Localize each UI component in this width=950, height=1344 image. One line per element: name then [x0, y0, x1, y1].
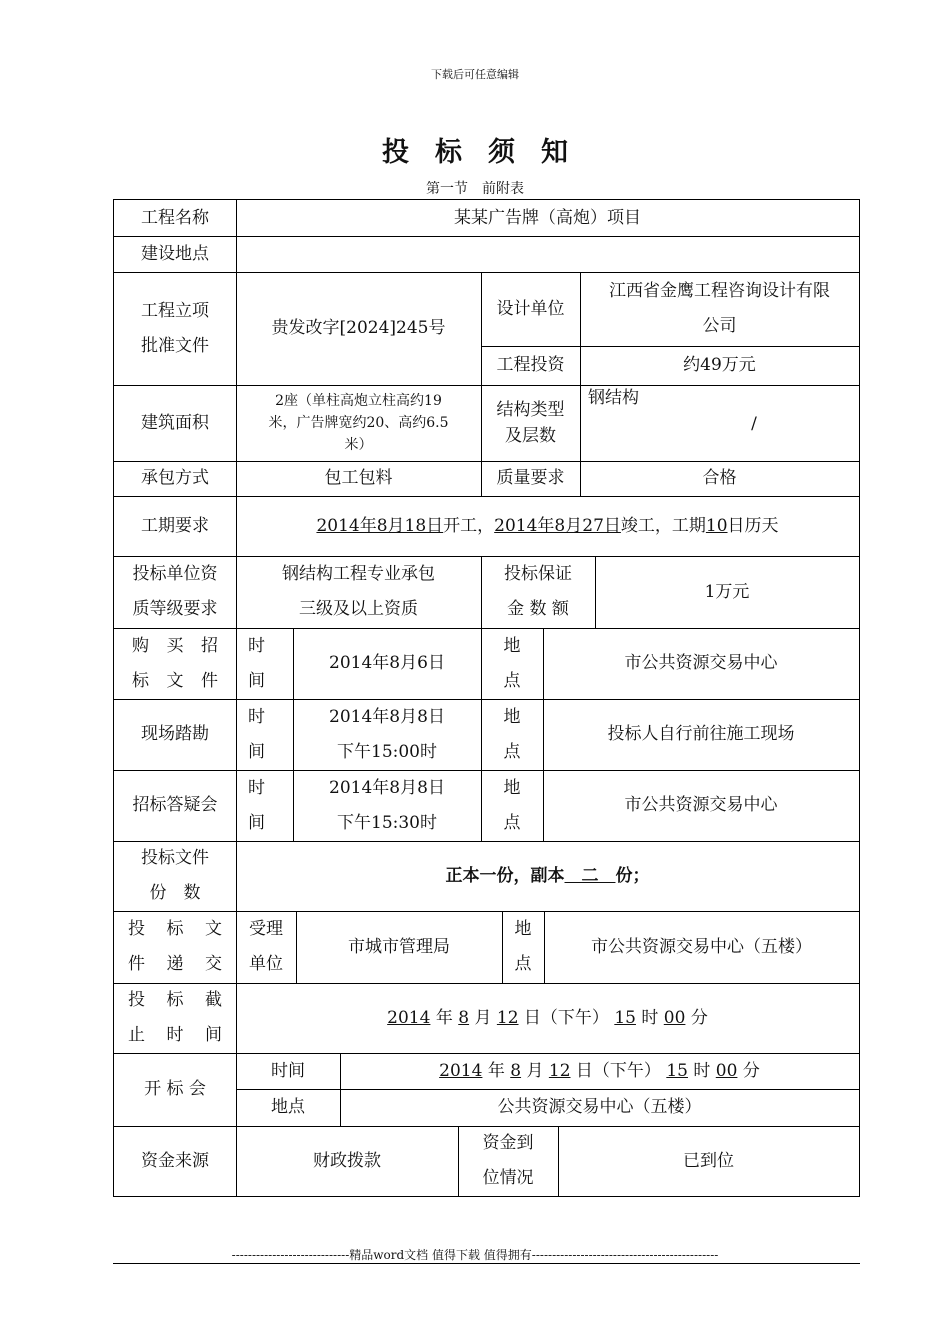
- approval-value: 贵发改字[2024]245号: [271, 318, 446, 338]
- opening-place-value: 公共资源交易中心（五楼）: [497, 1097, 702, 1117]
- approval-label: 工程立项 批准文件: [141, 300, 209, 356]
- front-attachment-table: [113, 199, 860, 1197]
- footer-note: -----------------------------精品word文档 值得下载 值得拥有----------------------------------------------: [231, 1248, 719, 1262]
- bond-value: 1万元: [704, 581, 750, 602]
- submission-label: 投 标 文 件 递 交: [128, 919, 222, 974]
- period-label: 工期要求: [141, 515, 209, 536]
- buy-time-value: 2014年8月6日: [329, 653, 445, 673]
- buy-time-label: 时 间: [248, 635, 265, 691]
- area-value: 2座（单柱高炮立柱高约19 米，广告牌宽约20、高约6.5 米）: [268, 393, 449, 453]
- design-unit-label: 设计单位: [496, 298, 565, 319]
- location-label: 建设地点: [141, 243, 209, 264]
- location-value: [236, 236, 859, 272]
- buy-docs-label: 购 买 招 标 文 件: [132, 635, 218, 691]
- investment-value: 约49万元: [683, 355, 756, 375]
- structure-floors: /: [751, 413, 757, 434]
- contract-value: 包工包料: [324, 468, 393, 488]
- deadline-value: 2014 年 8 月 12 日（下午） 15 时 00 分: [387, 1007, 708, 1028]
- investment-label: 工程投资: [496, 355, 565, 375]
- area-label: 建筑面积: [141, 412, 209, 433]
- opening-time-label: 时间: [271, 1060, 305, 1081]
- copies-label: 投标文件 份 数: [141, 848, 209, 903]
- structure-label: 结构类型 及层数: [496, 400, 565, 446]
- copies-number: 二: [564, 865, 616, 886]
- fund-source-label: 资金来源: [141, 1150, 209, 1171]
- submit-place-label: 地 点: [514, 919, 532, 974]
- opening-label: 开 标 会: [144, 1079, 206, 1099]
- structure-value: 钢结构: [588, 387, 639, 408]
- qa-time-label: 时 间: [248, 777, 265, 833]
- buy-place-value: 市公共资源交易中心: [624, 653, 778, 673]
- project-name-value: 某某广告牌（高炮）项目: [454, 207, 641, 228]
- footer-divider: [113, 1263, 860, 1264]
- fund-source-value: 财政拨款: [313, 1150, 381, 1171]
- design-unit-value: 江西省金鹰工程咨询设计有限 公司: [609, 281, 830, 336]
- site-survey-label: 现场踏勘: [141, 724, 209, 744]
- receiver-value: 市城市管理局: [348, 936, 450, 957]
- qa-place-label: 地 点: [503, 777, 521, 833]
- buy-place-label: 地 点: [503, 635, 521, 691]
- qa-meeting-label: 招标答疑会: [132, 795, 218, 815]
- page-subtitle: 第一节 前附表: [426, 181, 524, 197]
- receiver-label: 受理 单位: [249, 919, 283, 974]
- quality-label: 质量要求: [496, 468, 565, 488]
- project-name-label: 工程名称: [141, 207, 209, 228]
- qualification-label: 投标单位资 质等级要求: [132, 564, 218, 619]
- period-end-date: 2014年8月27日: [494, 515, 621, 536]
- contract-label: 承包方式: [141, 468, 209, 488]
- period-days: 10: [705, 515, 728, 536]
- submit-place-value: 市公共资源交易中心（五楼）: [591, 936, 812, 957]
- period-value: 2014年8月18日开工，2014年8月27日竣工，工期10日历天: [316, 515, 779, 536]
- quality-value: 合格: [702, 468, 737, 488]
- copies-value: 正本一份，副本 二 份；: [445, 865, 650, 886]
- site-time-value: 2014年8月8日 下午15:00时: [329, 706, 445, 762]
- bond-label: 投标保证 金 数 额: [504, 564, 572, 619]
- period-start-date: 2014年8月18日: [316, 515, 444, 536]
- qa-place-value: 市公共资源交易中心: [624, 795, 778, 815]
- header-note: 下载后可任意编辑: [431, 68, 519, 81]
- page-title: 投标须知: [382, 137, 594, 168]
- deadline-label: 投 标 截 止 时 间: [128, 990, 222, 1045]
- site-place-label: 地 点: [503, 706, 521, 762]
- opening-place-label: 地点: [271, 1097, 305, 1117]
- site-time-label: 时 间: [248, 706, 265, 762]
- site-place-value: 投标人自行前往施工现场: [607, 724, 795, 744]
- fund-status-label: 资金到 位情况: [482, 1133, 534, 1188]
- fund-status-value: 已到位: [683, 1150, 734, 1171]
- opening-time-value: 2014 年 8 月 12 日（下午） 15 时 00 分: [439, 1060, 760, 1081]
- qualification-value: 钢结构工程专业承包 三级及以上资质: [282, 564, 435, 619]
- qa-time-value: 2014年8月8日 下午15:30时: [329, 777, 445, 833]
